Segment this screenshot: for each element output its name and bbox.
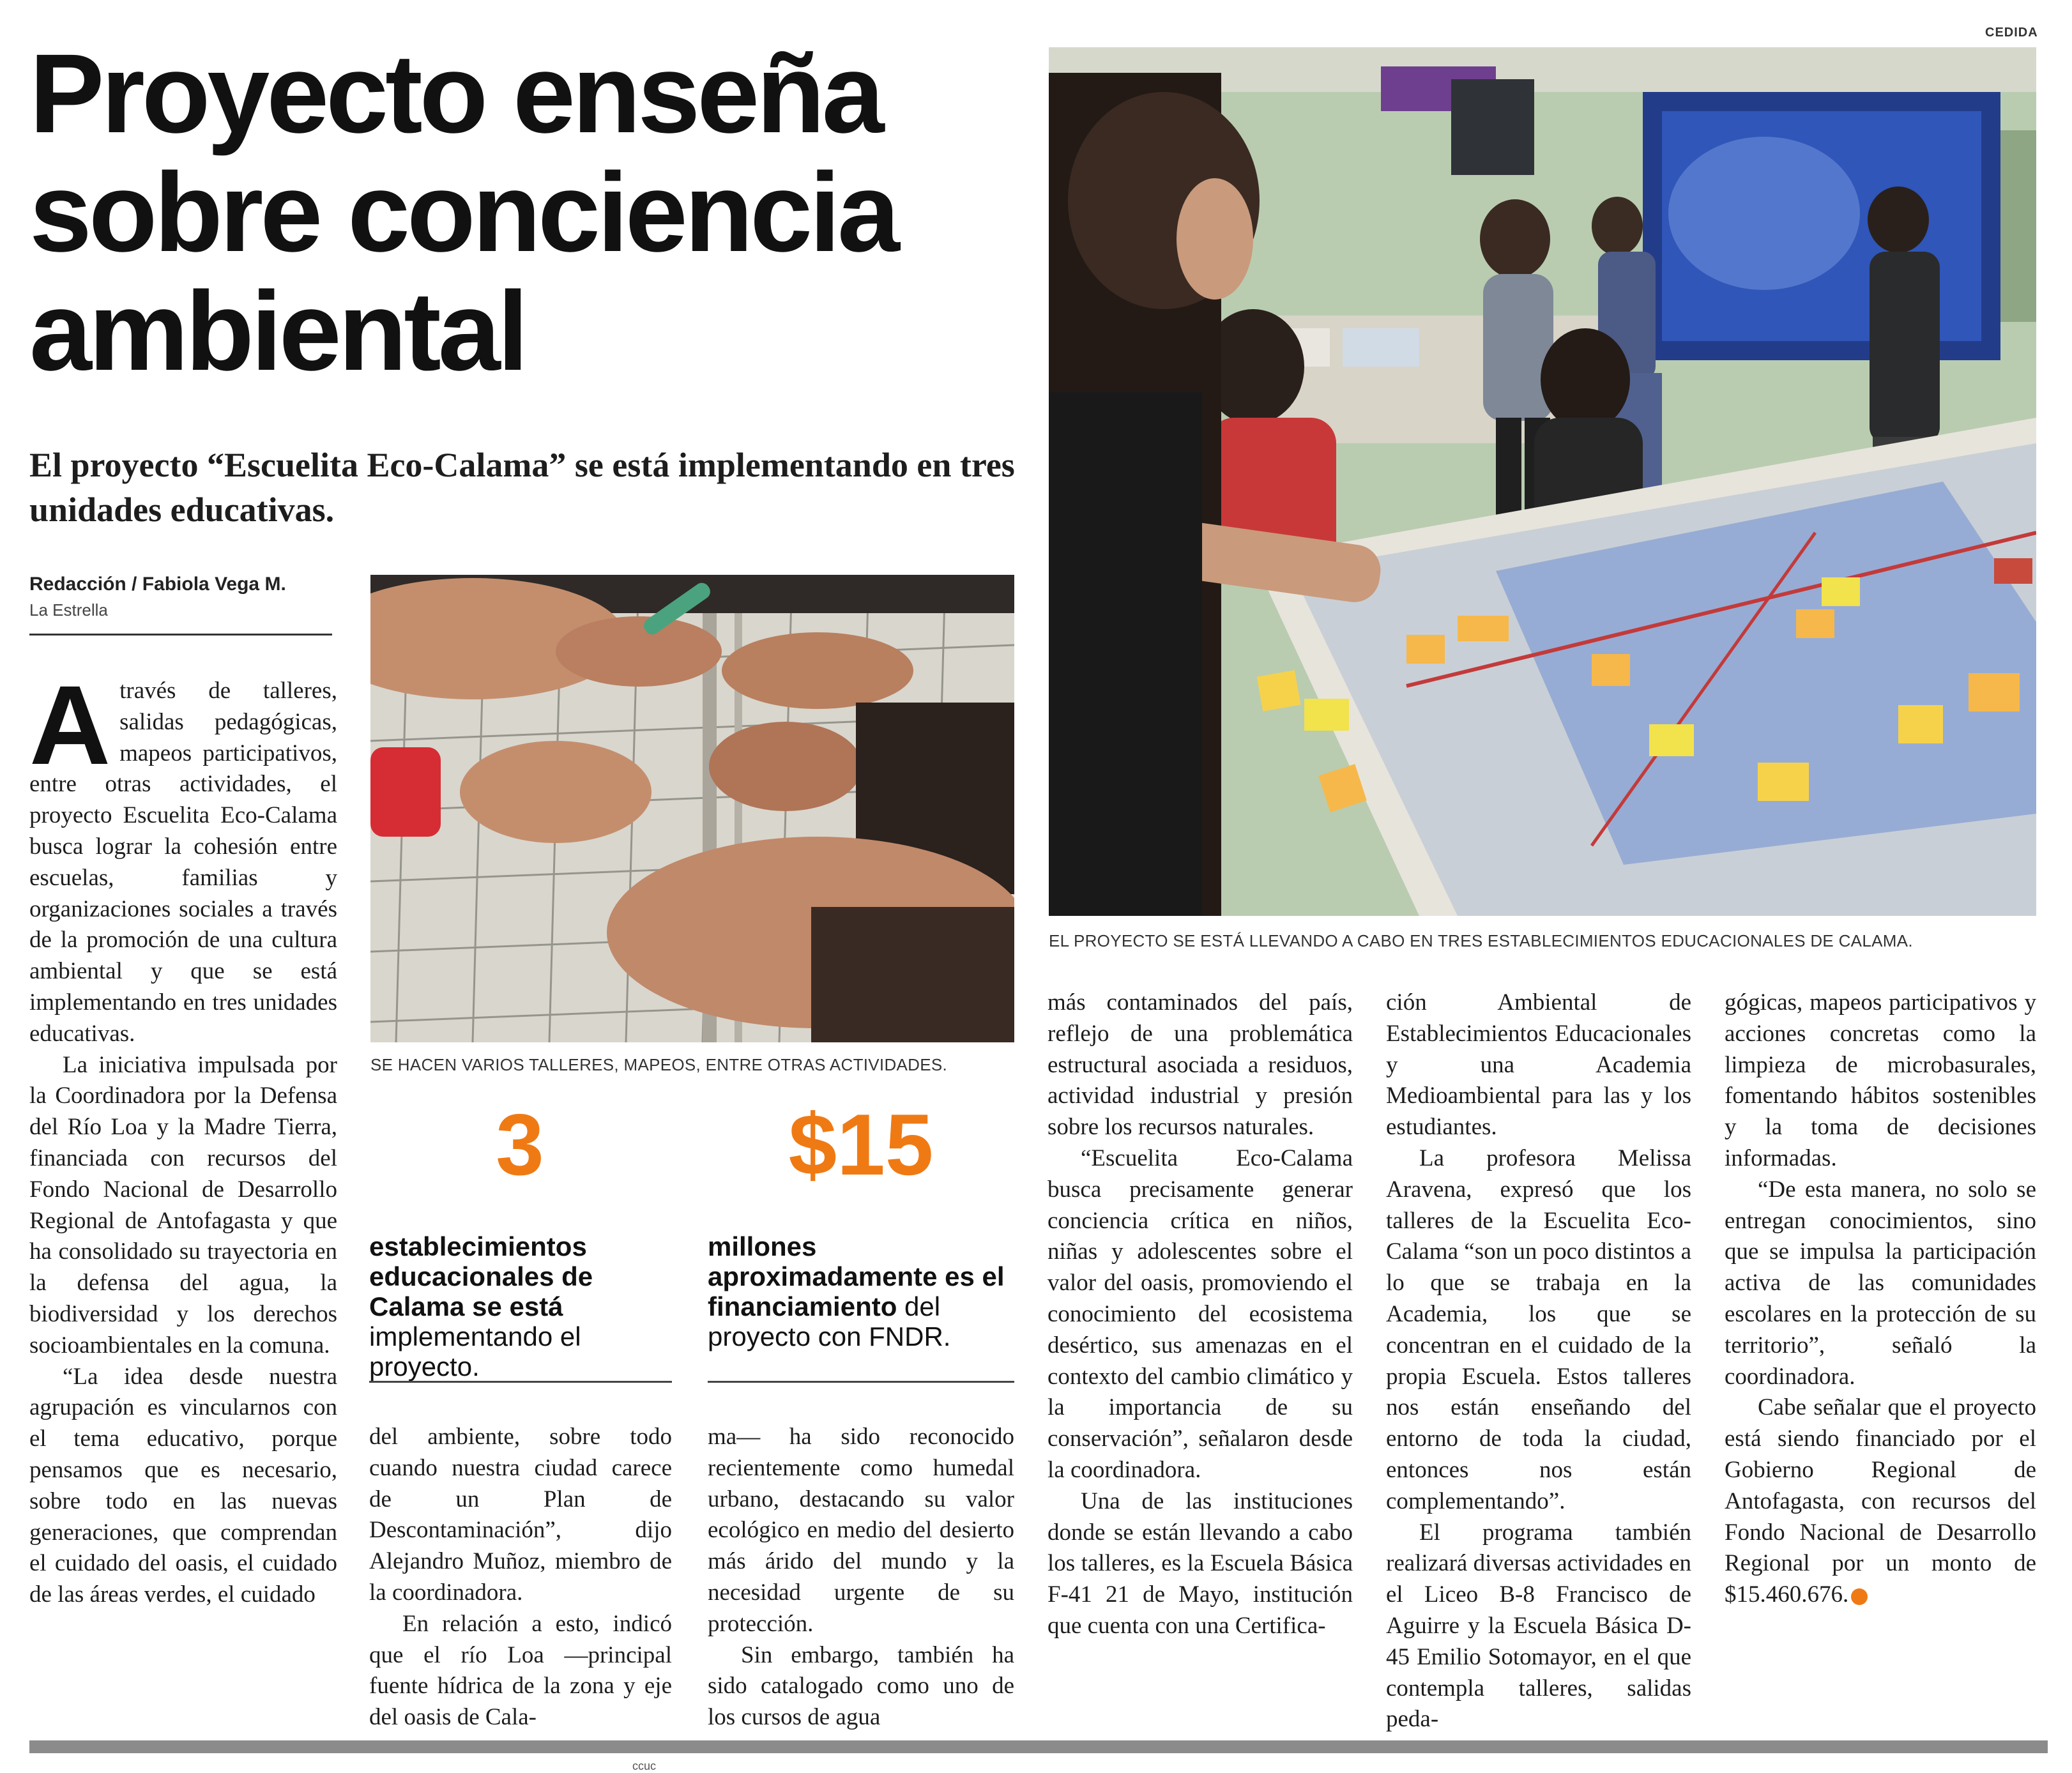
large-photo-caption: EL PROYECTO SE ESTÁ LLEVANDO A CABO EN TRES ESTABLECIMIENTOS EDUCACIONALES DE CALAMA.: [1049, 931, 1913, 950]
deck: El proyecto “Escuelita Eco-Calama” se está implementando en tres unidades educativas.: [29, 446, 1015, 529]
paragraph: Sin embargo, también ha sido catalogado como uno de los cursos de agua: [708, 1641, 1014, 1731]
footer-bar: [29, 1740, 2048, 1753]
small-photo-caption: SE HACEN VARIOS TALLERES, MAPEOS, ENTRE OTRAS ACTIVIDADES.: [370, 1055, 948, 1074]
stat-description: [708, 1231, 1014, 1351]
stat-description: [369, 1231, 672, 1381]
stat-description-bold: establecimientos educacionales de Calama se está: [369, 1231, 593, 1321]
stat-rule: [708, 1381, 1014, 1383]
paragraph: ma— ha sido reconocido recientemente como humedal urbano, destacando su valor ecológico en medio del desierto más árido del mundo y la necesidad urgente de su protección.: [708, 1424, 1014, 1637]
stat-description-bold: millones aproximadamente es el financiamiento: [708, 1231, 1005, 1321]
photo-credit: CEDIDA: [1985, 26, 2038, 40]
stat-rule: [369, 1381, 672, 1383]
drop-cap: A: [29, 663, 111, 788]
stat-number: 3: [496, 1096, 544, 1193]
stat-description-rest: del proyecto con FNDR.: [708, 1291, 951, 1351]
byline-rule: [29, 634, 332, 635]
footer-mark: ccuc: [632, 1760, 657, 1772]
stat-number: $15: [788, 1096, 934, 1193]
headline: Proyecto enseña sobre conciencia ambiental: [29, 31, 897, 394]
article-column-5: [1386, 987, 1691, 1735]
paragraph: La profesora Melissa Aravena, expresó que los talleres de la Escuelita Eco-Calama “son un poco distintos a lo que se trabaja en la Academia, los que se concentran en el cuidado de la propia Escuela. Estos talleres nos están enseñando del entorno de toda la ciudad, entonces nos están complementando”.: [1386, 1145, 1691, 1514]
paragraph: [29, 663, 337, 1050]
paragraph: más contaminados del país, reflejo de una problemática estructural asociada a residuos, actividad industrial y presión sobre los recursos naturales.: [1047, 989, 1353, 1141]
paragraph-text: través de talleres, salidas pedagógicas, mapeos participativos, entre otras actividades, el proyecto Escuelita Eco-Calama busca lograr la cohesión entre escuelas, familias y organizaciones sociales a través de la promoción de una cultura ambiental y que se está implementando en tres unidades educativas.: [29, 678, 337, 1047]
paragraph: ción Ambiental de Establecimientos Educacionales y una Academia Medioambiental para las y los estudiantes.: [1386, 989, 1691, 1141]
source: La Estrella: [29, 600, 108, 620]
stat-description-rest: implementando el proyecto.: [369, 1321, 581, 1381]
paragraph: En relación a esto, indicó que el río Loa —principal fuente hídrica de la zona y eje del oasis de Cala-: [369, 1610, 672, 1731]
paragraph: Una de las instituciones donde se están llevando a cabo los talleres, es la Escuela Básica F-41 21 de Mayo, institución que cuenta con una Certifica-: [1047, 1488, 1353, 1639]
paragraph: “Escuelita Eco-Calama busca precisamente generar conciencia crítica en niños, niñas y adolescentes sobre el valor del oasis, promoviendo el conocimiento del ecosistema desértico, sus amenazas en el contexto del cambio climático y la importancia de su conservación”, señalaron desde la coordinadora.: [1047, 1145, 1353, 1483]
article-column-6: [1725, 987, 2036, 1611]
paragraph: gógicas, mapeos participativos y acciones concretas como la limpieza de microbasurales, fomentando hábitos sostenibles y la toma de decisiones informadas.: [1725, 989, 2036, 1171]
byline: Redacción / Fabiola Vega M.: [29, 574, 286, 595]
end-mark-icon: ✪: [1851, 1588, 1868, 1605]
classroom-photo: [1049, 47, 2036, 916]
article-column-2: [369, 1422, 672, 1733]
article-column-4: [1047, 987, 1353, 1642]
paragraph: del ambiente, sobre todo cuando nuestra ciudad carece de un Plan de Descontaminación”, dijo Alejandro Muñoz, miembro de la coordinadora.: [369, 1424, 672, 1606]
paragraph: “De esta manera, no solo se entregan conocimientos, sino que se impulsa la participación activa de las comunidades escolares en la protección de su territorio”, señaló la coordinadora.: [1725, 1176, 2036, 1390]
article-column-3: [708, 1422, 1014, 1733]
paragraph-text: Cabe señalar que el proyecto está siendo financiado por el Gobierno Regional de Antofagasta, con recursos del Fondo Nacional de Desarrollo Regional por un monto de $15.460.676.: [1725, 1394, 2036, 1608]
paragraph: El programa también realizará diversas actividades en el Liceo B-8 Francisco de Aguirre y la Escuela Básica D-45 Emilio Sotomayor, en el que contempla talleres, salidas peda-: [1386, 1519, 1691, 1733]
article-column-1: [29, 663, 337, 1611]
paragraph: [1725, 1392, 2036, 1611]
hands-map-photo: [370, 575, 1014, 1042]
paragraph: La iniciativa impulsada por la Coordinadora por la Defensa del Río Loa y la Madre Tierra, financiada con recursos del Fondo Nacional de Desarrollo Regional de Antofagasta y que ha consolidado su trayectoria en la defensa del agua, la biodiversidad y los derechos socioambientales en la comuna.: [29, 1051, 337, 1358]
paragraph: “La idea desde nuestra agrupación es vincularnos con el tema educativo, porque pensamos que es necesario, sobre todo en las nuevas generaciones, que comprendan el cuidado del oasis, el cuidado de las áreas verdes, el cuidado: [29, 1363, 337, 1608]
